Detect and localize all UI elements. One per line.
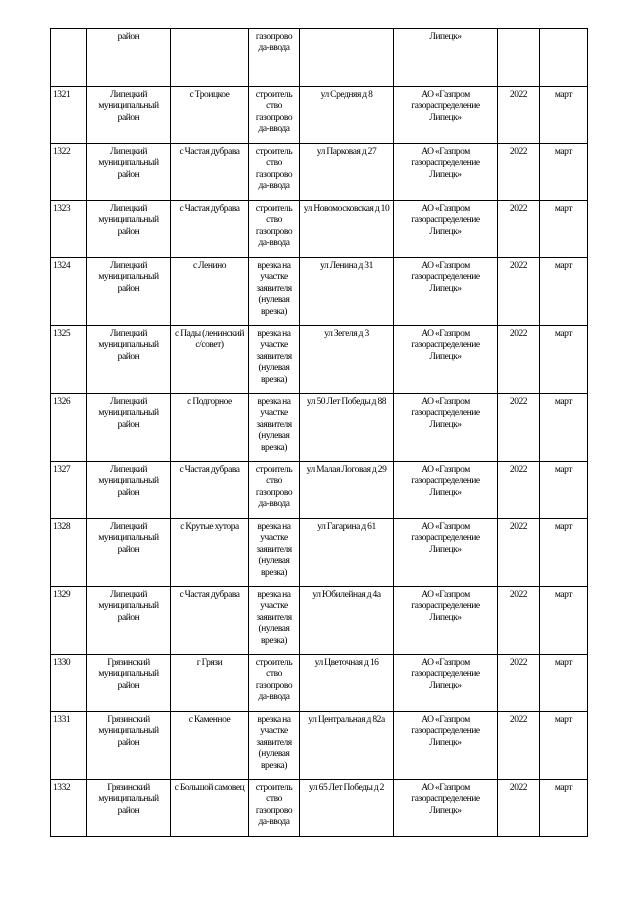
cell-num xyxy=(51,29,87,87)
cell-year: 2022 xyxy=(498,87,540,144)
cell-address: ул Гагарина д 61 xyxy=(300,519,394,587)
cell-num: 1326 xyxy=(51,394,87,462)
cell-address: ул Новомосковская д 10 xyxy=(300,201,394,258)
cell-place: с Троицкое xyxy=(171,87,249,144)
cell-month: март xyxy=(540,780,588,837)
cell-month: март xyxy=(540,258,588,326)
cell-year: 2022 xyxy=(498,258,540,326)
cell-num: 1322 xyxy=(51,144,87,201)
cell-address: ул 50 Лет Победы д 88 xyxy=(300,394,394,462)
cell-work: врезка на участке заявителя (нулевая врезка) xyxy=(249,258,300,326)
cell-work: строитель ство газопрово да-ввода xyxy=(249,144,300,201)
cell-address: ул Парковая д 27 xyxy=(300,144,394,201)
cell-month: март xyxy=(540,201,588,258)
cell-org: АО «Газпром газораспределение Липецк» xyxy=(394,201,498,258)
cell-work: врезка на участке заявителя (нулевая врезка) xyxy=(249,519,300,587)
cell-work: врезка на участке заявителя (нулевая врезка) xyxy=(249,587,300,655)
cell-district: Липецкий муниципальный район xyxy=(87,462,171,519)
cell-place: с Каменное xyxy=(171,712,249,780)
cell-org: АО «Газпром газораспределение Липецк» xyxy=(394,258,498,326)
cell-month: март xyxy=(540,144,588,201)
cell-num: 1327 xyxy=(51,462,87,519)
table-row xyxy=(51,712,588,780)
cell-address: ул Центральная д 82а xyxy=(300,712,394,780)
cell-district: Липецкий муниципальный район xyxy=(87,394,171,462)
cell-year: 2022 xyxy=(498,201,540,258)
cell-org: Липецк» xyxy=(394,29,498,87)
cell-work: врезка на участке заявителя (нулевая врезка) xyxy=(249,712,300,780)
cell-org: АО «Газпром газораспределение Липецк» xyxy=(394,587,498,655)
cell-month: март xyxy=(540,519,588,587)
cell-district: Грязинский муниципальный район xyxy=(87,712,171,780)
cell-place: с Частая дубрава xyxy=(171,201,249,258)
table-row xyxy=(51,201,588,258)
cell-place: с Подгорное xyxy=(171,394,249,462)
cell-work: строитель ство газопрово да-ввода xyxy=(249,780,300,837)
cell-month: март xyxy=(540,394,588,462)
cell-district: Липецкий муниципальный район xyxy=(87,201,171,258)
cell-district: Грязинский муниципальный район xyxy=(87,780,171,837)
cell-num: 1332 xyxy=(51,780,87,837)
cell-month: март xyxy=(540,655,588,712)
cell-district: Липецкий муниципальный район xyxy=(87,258,171,326)
table-row xyxy=(51,519,588,587)
cell-address xyxy=(300,29,394,87)
cell-district: Липецкий муниципальный район xyxy=(87,587,171,655)
cell-address: ул Малая Логовая д 29 xyxy=(300,462,394,519)
cell-num: 1329 xyxy=(51,587,87,655)
cell-num: 1328 xyxy=(51,519,87,587)
cell-year: 2022 xyxy=(498,655,540,712)
cell-district: район xyxy=(87,29,171,87)
cell-month: март xyxy=(540,87,588,144)
table-row xyxy=(51,258,588,326)
cell-address: ул Ленина д 31 xyxy=(300,258,394,326)
table-row xyxy=(51,144,588,201)
cell-year: 2022 xyxy=(498,144,540,201)
cell-num: 1331 xyxy=(51,712,87,780)
continued-row xyxy=(51,29,588,87)
table-row xyxy=(51,655,588,712)
cell-month: март xyxy=(540,462,588,519)
cell-year: 2022 xyxy=(498,394,540,462)
cell-district: Липецкий муниципальный район xyxy=(87,519,171,587)
cell-month: март xyxy=(540,326,588,394)
cell-address: ул Цветочная д 16 xyxy=(300,655,394,712)
cell-place: с Большой самовец xyxy=(171,780,249,837)
cell-org: АО «Газпром газораспределение Липецк» xyxy=(394,780,498,837)
table-row xyxy=(51,462,588,519)
cell-org: АО «Газпром газораспределение Липецк» xyxy=(394,326,498,394)
cell-org: АО «Газпром газораспределение Липецк» xyxy=(394,394,498,462)
cell-district: Грязинский муниципальный район xyxy=(87,655,171,712)
table-row xyxy=(51,780,588,837)
cell-work: врезка на участке заявителя (нулевая врезка) xyxy=(249,326,300,394)
cell-year: 2022 xyxy=(498,326,540,394)
cell-district: Липецкий муниципальный район xyxy=(87,144,171,201)
cell-place: с Частая дубрава xyxy=(171,587,249,655)
cell-year: 2022 xyxy=(498,519,540,587)
cell-year xyxy=(498,29,540,87)
cell-place xyxy=(171,29,249,87)
cell-address: ул Средняя д 8 xyxy=(300,87,394,144)
cell-org: АО «Газпром газораспределение Липецк» xyxy=(394,462,498,519)
cell-address: ул 65 Лет Победы д 2 xyxy=(300,780,394,837)
table-row xyxy=(51,326,588,394)
cell-work: врезка на участке заявителя (нулевая врезка) xyxy=(249,394,300,462)
cell-work: строитель ство газопрово да-ввода xyxy=(249,462,300,519)
cell-district: Липецкий муниципальный район xyxy=(87,87,171,144)
cell-district: Липецкий муниципальный район xyxy=(87,326,171,394)
cell-month xyxy=(540,29,588,87)
cell-work: строитель ство газопрово да-ввода xyxy=(249,655,300,712)
cell-place: с Пады (ленинский с/совет) xyxy=(171,326,249,394)
cell-place: с Крутые хутора xyxy=(171,519,249,587)
cell-year: 2022 xyxy=(498,587,540,655)
cell-place: с Частая дубрава xyxy=(171,462,249,519)
cell-address: ул Зегеля д 3 xyxy=(300,326,394,394)
cell-work: строитель ство газопрово да-ввода xyxy=(249,201,300,258)
cell-org: АО «Газпром газораспределение Липецк» xyxy=(394,144,498,201)
cell-year: 2022 xyxy=(498,712,540,780)
cell-num: 1330 xyxy=(51,655,87,712)
gas-connection-table xyxy=(50,28,588,837)
table-row xyxy=(51,587,588,655)
cell-place: с Частая дубрава xyxy=(171,144,249,201)
cell-month: март xyxy=(540,587,588,655)
cell-address: ул Юбилейная д 4а xyxy=(300,587,394,655)
cell-num: 1324 xyxy=(51,258,87,326)
cell-place: с Ленино xyxy=(171,258,249,326)
cell-org: АО «Газпром газораспределение Липецк» xyxy=(394,87,498,144)
cell-org: АО «Газпром газораспределение Липецк» xyxy=(394,655,498,712)
cell-org: АО «Газпром газораспределение Липецк» xyxy=(394,712,498,780)
cell-num: 1321 xyxy=(51,87,87,144)
cell-work: строитель ство газопрово да-ввода xyxy=(249,87,300,144)
cell-month: март xyxy=(540,712,588,780)
cell-work: газопрово да-ввода xyxy=(249,29,300,87)
cell-place: г Грязи xyxy=(171,655,249,712)
cell-year: 2022 xyxy=(498,780,540,837)
cell-num: 1325 xyxy=(51,326,87,394)
cell-num: 1323 xyxy=(51,201,87,258)
cell-org: АО «Газпром газораспределение Липецк» xyxy=(394,519,498,587)
table-row xyxy=(51,87,588,144)
cell-year: 2022 xyxy=(498,462,540,519)
table-row xyxy=(51,394,588,462)
